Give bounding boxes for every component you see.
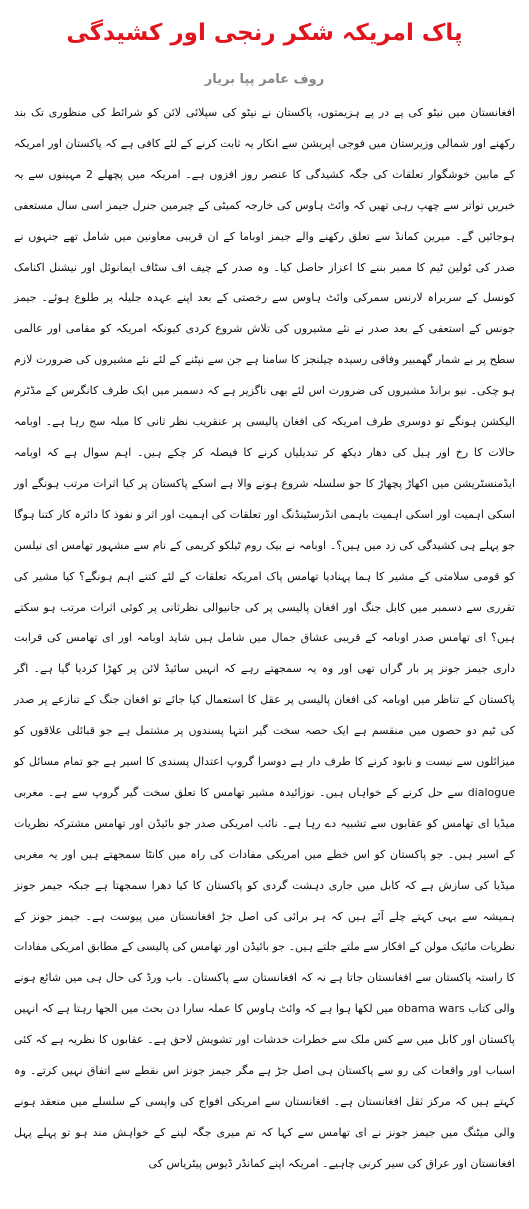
article-body: افغانستان میں نیٹو کی پے در پے ہزیمتوں، پاکستان نے نیٹو کی سپلائی لائن کو شرائط کی منظوری تک بند رکھنے اور شمالی وزیرستان میں فوجی اپریشن سے انکار یہ ثابت کرنے کے لئے کافی ہے کہ پاکستان اور امریکہ کے مابین خوشگوار تعلقات کی جگہ کشیدگی کا عنصر روز افزوں ہے۔ امریکہ میں پچھلے 2 مہینوں سے یہ خبریں تواتر سے چھپ رہی تھیں کہ وائٹ ہاوس کی خارجہ کمیٹی کے چیرمین جنرل جیمز اسی سال مستعفی ہوجائیں گے۔ میرین کمانڈ سے تعلق رکھنے والے جیمز اوباما کے ان قریبی معاونین میں شامل تھے جنہوں نے صدر کی ٹولین ٹیم کا ممبر بننے کا اعزاز حاصل کیا۔ وہ صدر کے چیف اف سٹاف ایمانوئل اور نیشنل اکنامک کونسل کے سربراہ لارنس سمرکی وائٹ ہاوس سے رخصتی کے بعد اپنے عہدہ جلیلہ پر طلوع ہوئے۔ جیمز جونس کے استعفی کے بعد صدر نے نئے مشیروں کی تلاش شروع کردی کیونکہ امریکہ کو مقامی اور عالمی سطح پر بے شمار گھمبیر وفاقی رسیدہ چیلنجز کا سامنا ہے جن سے نپٹنے کے لئے نئے مشیروں کی ضرورت لازم ہو چکی۔ نیو برانڈ مشیروں کی ضرورت اس لئے بھی ناگزیر ہے کہ دسمبر میں ایک طرف کانگرس کے مڈٹرم الیکشن ہونگے تو دوسری طرف امریکہ کی افغان پالیسی پر عنقریب نظر ثانی کا میلہ سج رہا ہے۔ اوبامہ حالات کا رخ اور ہیل کی دھار دیکھ کر تبدیلیاں کرنے کا فیصلہ کر چکے ہیں۔ اہم سوال ہے کہ اوبامہ ایڈمنسٹریشن میں اکھاڑ پچھاڑ کا جو سلسلہ شروع ہونے والا ہے اسکے پاکستان پر کیا اثرات مرتب ہونگے اور اسکی اہمیت اور اسکی اہمیت باہمی انڈرسٹینڈنگ اور تعلقات کی اہمیت اور اثر و نفوذ کا دائرہ کار کتنا ہوگا جو پہلے ہی کشیدگی کی زد میں ہیں؟۔ اوبامہ نے بیک روم ٹیلکو کریمی کے نام سے مشہور تھامس ای نیلسن کو قومی سلامتی کے مشیر کا ہما پہنادیا تھامس پاک امریکہ تعلقات کے لئے کتنے اہم ہونگے؟ کیا مشیر کی تقرری سے دسمبر میں کابل جنگ اور افغان پالیسی پر کی جانیوالی نظرثانی پر کوئی اثرات مرتب ہو سکتے ہیں؟ ای تھامس صدر اوبامہ کے قریبی عشاق جمال میں شامل ہیں شاید اوبامہ اور ای تھامس کی قرابت داری جیمز جونز پر بار گراں تھی اور وہ یہ سمجھتے رہے کہ انہیں سائیڈ لائن پر کھڑا کردیا گیا ہے۔ اگر پاکستان کے تناظر میں اوبامہ کی افغان پالیسی پر عقل کا استعمال کیا جائے تو افغان جنگ کے تنازعے پر صدر کی ٹیم دو حصوں میں منقسم ہے ایک حصہ سخت گیر انتہا پسندوں پر مشتمل ہے جو قبائلی علاقوں کو میزائلوں سے نیست و نابود کرنے کا طرف دار ہے دوسرا گروپ اعتدال پسندی کا اسیر ہے جو تمام مسائل کو dialogue سے حل کرنے کے خواہاں ہیں۔ نوزائیدہ مشیر تھامس کا تعلق سخت گیر گروپ سے ہے۔ مغربی میڈیا ای تھامس کو عقابوں سے تشبیہ دے رہا ہے۔ نائب امریکی صدر جو بائیڈن اور تھامس مشترکہ نظریات کے اسیر ہیں۔ جو پاکستان کو اس خطے میں امریکی مفادات کی راہ میں کانٹا سمجھتے ہیں اور یہ مغربی میڈیا کی سازش ہے کہ کابل میں جاری دہشت گردی کو پاکستان کا کیا دھرا سمجھتا ہے جبکہ جیمز جونز ہمیشہ سے یہی کہتے چلے آئے ہیں کہ ہر برائی کی اصل جڑ افغانستان میں پیوست ہے۔ جیمز جونز کے نظریات مائیک مولن کے افکار سے ملتے جلتے ہیں۔ جو بائیڈن اور تھامس کی پالیسی کے مطابق امریکی مفادات کا راستہ پاکستان سے افغانستان جاتا ہے نہ کہ افغانستان سے پاکستان۔ باب ورڈ کی حال ہی میں شائع ہونے والی کتاب obama wars میں لکھا ہوا ہے کہ وائٹ ہاوس کا عملہ سارا دن بحث میں الجھا رہتا ہے کہ انہیں پاکستان اور کابل میں سے کس ملک سے خطرات خدشات اور تشویش لاحق ہے۔ عقابوں کا نظریہ ہے کہ کئی اسباب اور واقعات کی رو سے پاکستان ہی اصل جڑ ہے مگر جیمز جونز اس نقطے سے اتفاق نہیں کرتے۔ وہ کہتے ہیں کہ مرکز ثقل افغانستان ہے۔ افغانستان سے امریکی افواج کی واپسی کے سلسلے میں منعقد ہونے والی میٹنگ میں جیمز جونز نے ای تھامس سے کہا کہ تم میری جگہ لینے کے خواہش مند ہو تو پہلے پہل افغانستان اور عراق کی سیر کرنی چاہیے۔ امریکہ اپنے کمانڈر ڈیوس پیٹریاس کی — [14, 106, 515, 1170]
article-byline: روف عامر پپا بریار — [204, 72, 325, 87]
article-headline: پاک امریکہ شکر رنجی اور کشیدگی — [66, 20, 463, 46]
